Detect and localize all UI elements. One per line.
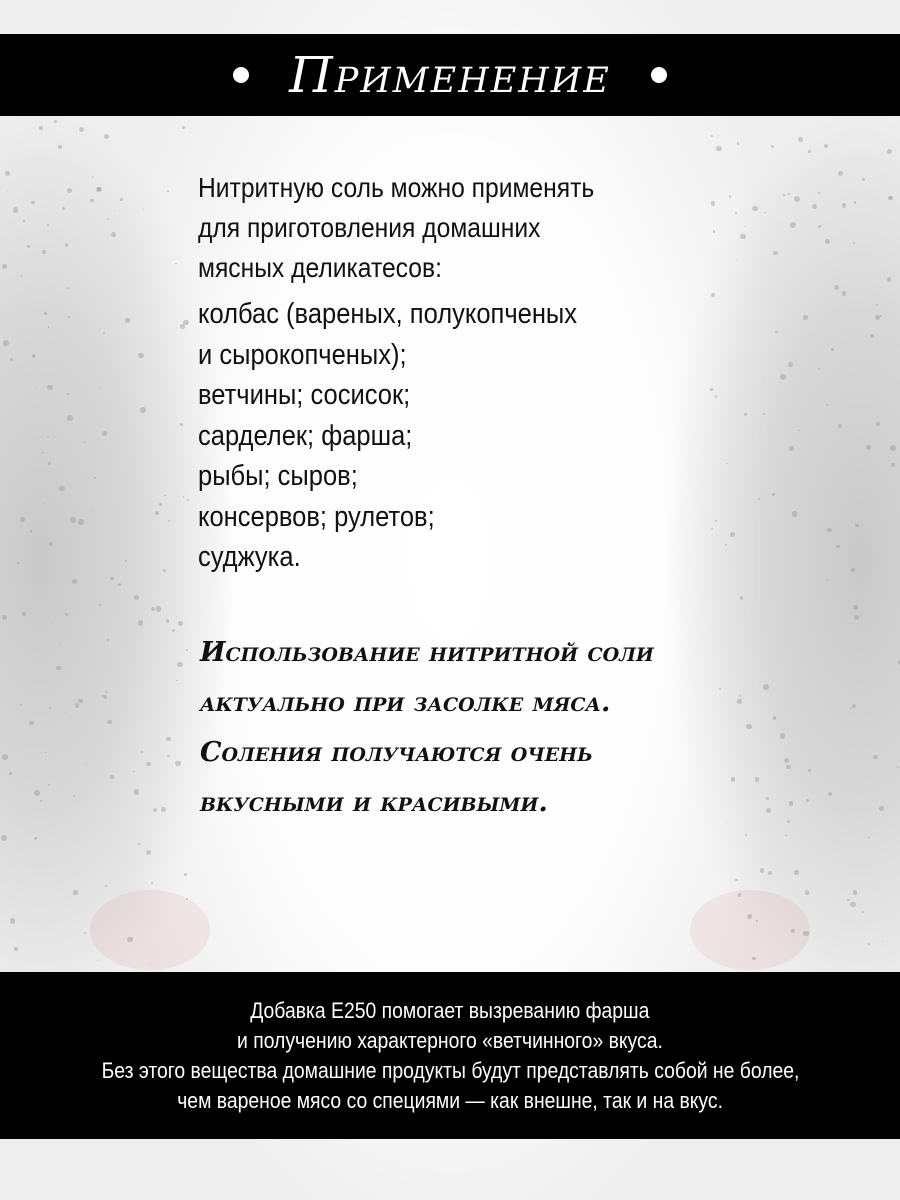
texture-speck xyxy=(736,260,737,261)
texture-speck xyxy=(97,187,101,191)
list-item: ветчины; сосисок; xyxy=(198,379,411,411)
texture-speck xyxy=(880,315,882,317)
footer-line: Без этого вещества домашние продукты будут представлять собой не более, xyxy=(101,1057,799,1083)
texture-speck xyxy=(140,407,146,413)
header-banner xyxy=(0,34,900,116)
texture-speck xyxy=(711,201,715,205)
texture-speck xyxy=(818,368,820,370)
texture-speck xyxy=(2,264,7,269)
texture-speck xyxy=(34,790,40,796)
texture-speck xyxy=(888,196,892,200)
texture-speck xyxy=(114,210,115,211)
texture-speck xyxy=(134,595,139,600)
intro-line: мясных деликатесов: xyxy=(198,252,442,283)
texture-speck xyxy=(78,519,84,525)
texture-speck xyxy=(788,362,793,367)
texture-speck xyxy=(78,699,82,703)
texture-speck xyxy=(855,524,859,528)
texture-speck xyxy=(737,142,739,144)
texture-speck xyxy=(827,579,828,580)
texture-speck xyxy=(180,423,183,426)
texture-speck xyxy=(851,568,855,572)
texture-speck xyxy=(792,511,797,516)
texture-speck xyxy=(34,837,36,839)
texture-speck xyxy=(818,192,820,194)
texture-speck xyxy=(812,204,817,209)
footer-line: и получению характерного «ветчинного» вкуса. xyxy=(237,1027,663,1053)
texture-speck xyxy=(806,799,809,802)
highlight-text xyxy=(200,628,760,828)
texture-speck xyxy=(67,415,73,421)
texture-speck xyxy=(887,149,892,154)
texture-speck xyxy=(153,808,157,812)
texture-speck xyxy=(138,620,144,626)
texture-speck xyxy=(20,517,25,522)
texture-speck xyxy=(725,544,727,546)
texture-speck xyxy=(32,354,35,357)
list-item: сарделек; фарша; xyxy=(198,419,413,452)
texture-speck xyxy=(110,775,114,779)
texture-speck xyxy=(190,132,191,133)
texture-speck xyxy=(890,445,896,451)
texture-speck xyxy=(20,704,22,706)
texture-speck xyxy=(65,243,69,247)
texture-speck xyxy=(824,144,828,148)
texture-speck xyxy=(876,422,880,426)
texture-speck xyxy=(45,752,47,754)
texture-speck xyxy=(716,146,722,152)
footer-line: чем вареное мясо со специями — как внешне, так и на вкус. xyxy=(177,1087,723,1113)
texture-speck xyxy=(42,250,46,254)
bullet-dot-left-icon xyxy=(233,67,249,83)
texture-speck xyxy=(58,145,62,149)
texture-speck xyxy=(75,703,80,708)
product-list xyxy=(198,294,718,578)
highlight-line: актуально при засолке мяса. xyxy=(200,687,611,718)
texture-speck xyxy=(167,190,168,191)
texture-speck xyxy=(138,353,144,359)
texture-speck xyxy=(2,754,7,759)
texture-speck xyxy=(134,789,140,795)
texture-speck xyxy=(107,639,109,641)
footer-banner xyxy=(0,972,900,1139)
texture-speck xyxy=(70,517,76,523)
texture-speck xyxy=(803,315,807,319)
texture-speck xyxy=(178,621,183,626)
footer-line: Добавка Е250 помогает вызреванию фарша xyxy=(250,997,650,1023)
texture-speck xyxy=(787,820,790,823)
texture-speck xyxy=(798,137,803,142)
texture-speck xyxy=(805,890,809,894)
texture-speck xyxy=(808,769,811,772)
texture-speck xyxy=(831,348,834,351)
texture-speck xyxy=(789,446,794,451)
texture-speck xyxy=(780,374,786,380)
texture-speck xyxy=(31,201,35,205)
texture-speck xyxy=(3,340,8,345)
texture-speck xyxy=(744,413,747,416)
texture-speck xyxy=(125,318,130,323)
texture-blot xyxy=(90,890,210,970)
highlight-line: вкусными и красивыми. xyxy=(200,787,548,818)
texture-speck xyxy=(167,755,169,757)
intro-line: для приготовления домашних xyxy=(198,212,541,243)
texture-speck xyxy=(798,430,799,431)
texture-speck xyxy=(107,720,111,724)
texture-speck xyxy=(842,291,847,296)
intro-text xyxy=(198,168,656,288)
texture-speck xyxy=(879,806,884,811)
texture-speck xyxy=(845,621,846,622)
texture-speck xyxy=(783,194,785,196)
texture-speck xyxy=(166,737,171,742)
texture-speck xyxy=(27,245,30,248)
texture-speck xyxy=(882,941,883,942)
texture-speck xyxy=(786,765,790,769)
texture-speck xyxy=(794,870,799,875)
texture-speck xyxy=(111,232,116,237)
texture-speck xyxy=(103,695,107,699)
texture-speck xyxy=(97,960,98,961)
texture-speck xyxy=(49,707,51,709)
list-item: консервов; рулетов; xyxy=(198,500,435,533)
texture-speck xyxy=(177,662,183,668)
highlight-line: Соления получаются очень xyxy=(200,737,593,768)
list-item: колбас (вареных, полукопченых xyxy=(198,298,578,330)
texture-speck xyxy=(184,873,187,876)
texture-speck xyxy=(862,911,864,913)
texture-speck xyxy=(65,712,66,713)
texture-speck xyxy=(808,150,811,153)
texture-speck xyxy=(14,947,18,951)
texture-speck xyxy=(21,275,22,276)
texture-speck xyxy=(780,733,786,739)
texture-speck xyxy=(775,331,777,333)
intro-line: Нитритную соль можно применять xyxy=(198,172,595,203)
texture-speck xyxy=(773,716,777,720)
texture-speck xyxy=(183,320,189,326)
list-item: и сырокопченых); xyxy=(198,338,407,371)
texture-speck xyxy=(182,126,185,129)
texture-speck xyxy=(13,207,19,213)
texture-speck xyxy=(166,619,169,622)
texture-speck xyxy=(146,762,150,766)
highlight-line: Использование нитритной соли xyxy=(200,637,654,668)
texture-speck xyxy=(760,868,765,873)
texture-speck xyxy=(790,222,795,227)
texture-speck xyxy=(891,463,895,467)
texture-speck xyxy=(125,560,127,562)
texture-speck xyxy=(79,127,84,132)
texture-speck xyxy=(1,835,7,841)
texture-speck xyxy=(161,807,166,812)
texture-speck xyxy=(120,198,123,201)
texture-speck xyxy=(794,196,800,202)
texture-speck xyxy=(818,225,821,228)
texture-blot xyxy=(690,890,810,970)
texture-speck xyxy=(876,304,878,306)
texture-speck xyxy=(90,199,93,202)
texture-speck xyxy=(73,890,77,894)
texture-speck xyxy=(40,800,42,802)
texture-speck xyxy=(887,277,892,282)
texture-speck xyxy=(825,239,830,244)
texture-speck xyxy=(65,613,68,616)
texture-speck xyxy=(773,251,778,256)
texture-speck xyxy=(836,538,837,539)
texture-speck xyxy=(67,393,69,395)
texture-speck xyxy=(744,226,745,227)
page-title: Применение xyxy=(289,46,611,104)
texture-speck xyxy=(105,885,107,887)
texture-speck xyxy=(852,704,856,708)
texture-speck xyxy=(59,486,65,492)
bullet-dot-right-icon xyxy=(651,67,667,83)
texture-speck xyxy=(740,234,745,239)
list-item: суджука. xyxy=(198,541,301,573)
texture-speck xyxy=(768,871,772,875)
texture-speck xyxy=(56,666,61,671)
list-item: рыбы; сыров; xyxy=(198,460,358,492)
texture-speck xyxy=(93,510,94,511)
texture-speck xyxy=(42,452,43,453)
texture-speck xyxy=(103,332,105,334)
texture-speck xyxy=(155,511,159,515)
texture-speck xyxy=(138,843,139,844)
texture-speck xyxy=(763,684,769,690)
texture-speck xyxy=(842,203,847,208)
